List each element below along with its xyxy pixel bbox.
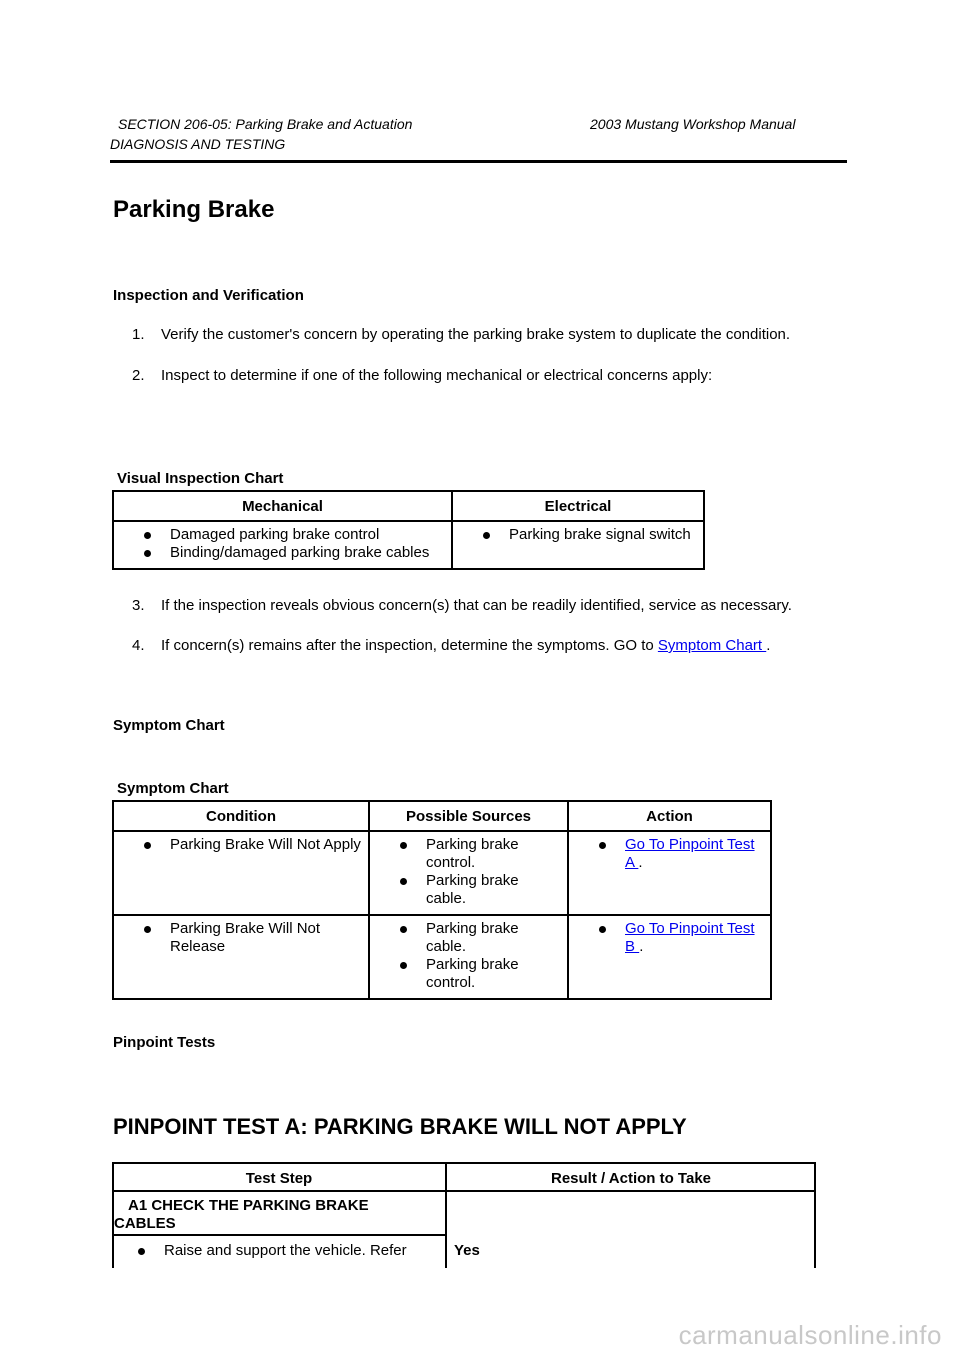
list-item: Binding/damaged parking brake cables: [170, 544, 445, 562]
step-4-text: [161, 637, 770, 654]
list-item: Parking brake cable.: [426, 920, 561, 956]
list-item: Parking brake signal switch: [509, 526, 697, 544]
table-rule: [112, 1234, 446, 1236]
symptom-chart-link[interactable]: Symptom Chart: [657, 637, 767, 654]
electrical-cell: [452, 521, 704, 569]
table-rule: [112, 1190, 816, 1192]
list-item: Parking Brake Will Not Apply: [170, 836, 361, 853]
sources-cell: [369, 915, 568, 999]
step-4-tail: .: [766, 637, 771, 654]
pinpoint-test-title: PINPOINT TEST A: PARKING BRAKE WILL NOT APPLY: [113, 1114, 687, 1139]
step-1-text: Verify the customer's concern by operating the parking brake system to duplicate the condition.: [161, 326, 791, 343]
pinpoint-test-a-link[interactable]: Go To Pinpoint Test A: [625, 836, 755, 871]
action-tail: .: [639, 938, 644, 955]
visual-chart-caption: Visual Inspection Chart: [117, 470, 284, 487]
watermark-text: carmanualsonline.info: [678, 1320, 942, 1350]
action-cell: [568, 831, 771, 915]
symptom-chart-caption: Symptom Chart: [117, 780, 229, 797]
step-3-text: If the inspection reveals obvious concern(s) that can be readily identified, service as necessary.: [161, 597, 792, 614]
table-row: [113, 831, 771, 915]
header-mechanical: Mechanical: [113, 491, 452, 521]
step-a1-bullet: [114, 1242, 444, 1260]
header-electrical: Electrical: [452, 491, 704, 521]
subsection-title: DIAGNOSIS AND TESTING: [110, 136, 286, 152]
table-border-mid: [445, 1162, 447, 1268]
step-4-num: 4.: [132, 637, 145, 654]
list-item: Parking Brake Will Not Release: [170, 920, 362, 956]
header-action: Action: [568, 801, 771, 831]
sources-cell: [369, 831, 568, 915]
manual-title: 2003 Mustang Workshop Manual: [590, 116, 796, 132]
header-test-step: Test Step: [245, 1170, 313, 1187]
condition-cell: [113, 915, 369, 999]
section-title: SECTION 206-05: Parking Brake and Actuation: [118, 116, 413, 132]
list-item: Parking brake cable.: [426, 872, 561, 908]
visual-inspection-table: [112, 490, 705, 570]
step-1-num: 1.: [132, 326, 145, 343]
step-3-num: 3.: [132, 597, 145, 614]
pinpoint-test-b-link[interactable]: Go To Pinpoint Test B: [625, 920, 755, 955]
step-a1-title: A1 CHECK THE PARKING BRAKE CABLES: [114, 1197, 369, 1232]
step-2-num: 2.: [132, 367, 145, 384]
symptom-table: [112, 800, 772, 1000]
list-item: Damaged parking brake control: [170, 526, 445, 544]
action-tail: .: [638, 854, 643, 871]
list-item: [625, 920, 764, 956]
table-border-right: [814, 1162, 816, 1268]
header-condition: Condition: [113, 801, 369, 831]
condition-cell: [113, 831, 369, 915]
page-title: Parking Brake: [113, 196, 275, 223]
step-2-text: Inspect to determine if one of the following mechanical or electrical concerns apply:: [161, 367, 713, 384]
table-row: [113, 915, 771, 999]
result-yes: Yes: [454, 1242, 480, 1259]
step-4-lead: If concern(s) remains after the inspection, determine the symptoms. GO to: [161, 637, 658, 654]
pinpoint-heading: Pinpoint Tests: [113, 1034, 216, 1051]
header-result-action: Result / Action to Take: [550, 1170, 712, 1187]
action-cell: [568, 915, 771, 999]
list-item: [625, 836, 764, 872]
header-rule: [110, 160, 847, 163]
table-rule: [112, 1162, 816, 1164]
list-item: Parking brake control.: [426, 956, 561, 992]
list-item: Raise and support the vehicle. Refer: [164, 1242, 444, 1260]
list-item: Parking brake control.: [426, 836, 561, 872]
mechanical-cell: [113, 521, 452, 569]
symptom-heading: Symptom Chart: [113, 717, 225, 734]
header-possible-sources: Possible Sources: [369, 801, 568, 831]
inspection-heading: Inspection and Verification: [113, 287, 304, 304]
